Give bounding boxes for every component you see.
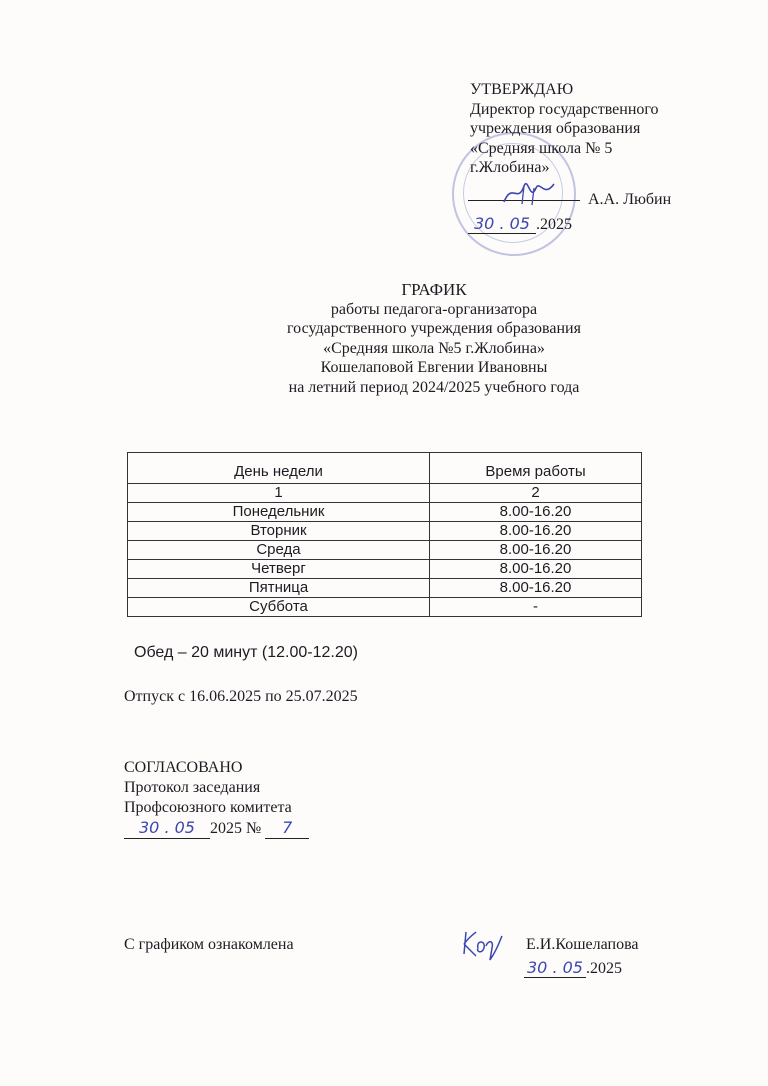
agreed-date-handwritten: 30 . 05 xyxy=(124,818,210,839)
day-cell: Вторник xyxy=(128,522,430,541)
title-line: на летний период 2024/2025 учебного года xyxy=(288,378,580,396)
table-row xyxy=(128,522,642,541)
title-line: государственного учреждения образования xyxy=(287,320,581,337)
acknowledgement-date xyxy=(524,958,622,978)
acknowledgement-date-year: .2025 xyxy=(586,960,622,977)
table-header-time: Время работы xyxy=(430,453,642,484)
time-cell: 8.00-16.20 xyxy=(430,541,642,560)
acknowledgement-date-handwritten: 30 . 05 xyxy=(524,958,586,978)
approval-line: учреждения образования xyxy=(470,120,641,137)
day-cell: Четверг xyxy=(128,560,430,579)
approval-line: «Средняя школа № 5 xyxy=(470,139,613,157)
acknowledgement-label: С графиком ознакомлена xyxy=(124,936,294,953)
day-cell: Суббота xyxy=(128,598,430,617)
approval-line: Директор государственного xyxy=(470,100,659,118)
time-cell: 8.00-16.20 xyxy=(430,522,642,541)
approval-date-handwritten: 30 . 05 xyxy=(468,214,536,234)
vacation-note: Отпуск с 16.06.2025 по 25.07.2025 xyxy=(124,688,358,705)
title-line: «Средняя школа №5 г.Жлобина» xyxy=(323,339,545,357)
approval-block xyxy=(470,80,659,178)
approval-date xyxy=(468,214,572,234)
table-row xyxy=(128,503,642,522)
table-row xyxy=(128,598,642,617)
agreed-line: Протокол заседания xyxy=(124,779,261,796)
lunch-note: Обед – 20 минут (12.00-12.20) xyxy=(134,644,358,661)
title-line: Кошелаповой Евгении Ивановны xyxy=(320,359,548,376)
table-row xyxy=(128,560,642,579)
table-header-row xyxy=(128,453,642,484)
document-title: ГРАФИК xyxy=(401,280,467,299)
table-col-number: 2 xyxy=(430,484,642,503)
day-cell: Понедельник xyxy=(128,503,430,522)
agreed-date-row xyxy=(124,818,309,839)
director-signature xyxy=(500,178,560,208)
table-col-number: 1 xyxy=(128,484,430,503)
approval-date-year: .2025 xyxy=(536,216,572,233)
agreed-line: Профсоюзного комитета xyxy=(124,799,292,816)
table-header-day: День недели xyxy=(128,453,430,484)
schedule-table xyxy=(127,452,642,617)
document-title-block xyxy=(0,280,768,397)
approval-line: г.Жлобина» xyxy=(470,159,550,176)
approval-signatory: А.А. Любин xyxy=(588,191,672,208)
table-row xyxy=(128,541,642,560)
time-cell: - xyxy=(430,598,642,617)
agreed-block xyxy=(124,758,309,839)
title-line: работы педагога-организатора xyxy=(330,300,538,318)
agreed-heading: СОГЛАСОВАНО xyxy=(124,759,243,776)
time-cell: 8.00-16.20 xyxy=(430,579,642,598)
table-number-row xyxy=(128,484,642,503)
employee-signature xyxy=(460,926,504,962)
agreed-number-handwritten: 7 xyxy=(265,818,309,839)
agreed-date-suffix: 2025 № xyxy=(210,820,262,837)
time-cell: 8.00-16.20 xyxy=(430,560,642,579)
time-cell: 8.00-16.20 xyxy=(430,503,642,522)
day-cell: Среда xyxy=(128,541,430,560)
day-cell: Пятница xyxy=(128,579,430,598)
approval-heading: УТВЕРЖДАЮ xyxy=(470,81,574,98)
table-row xyxy=(128,579,642,598)
acknowledgement-name: Е.И.Кошелапова xyxy=(526,936,639,953)
